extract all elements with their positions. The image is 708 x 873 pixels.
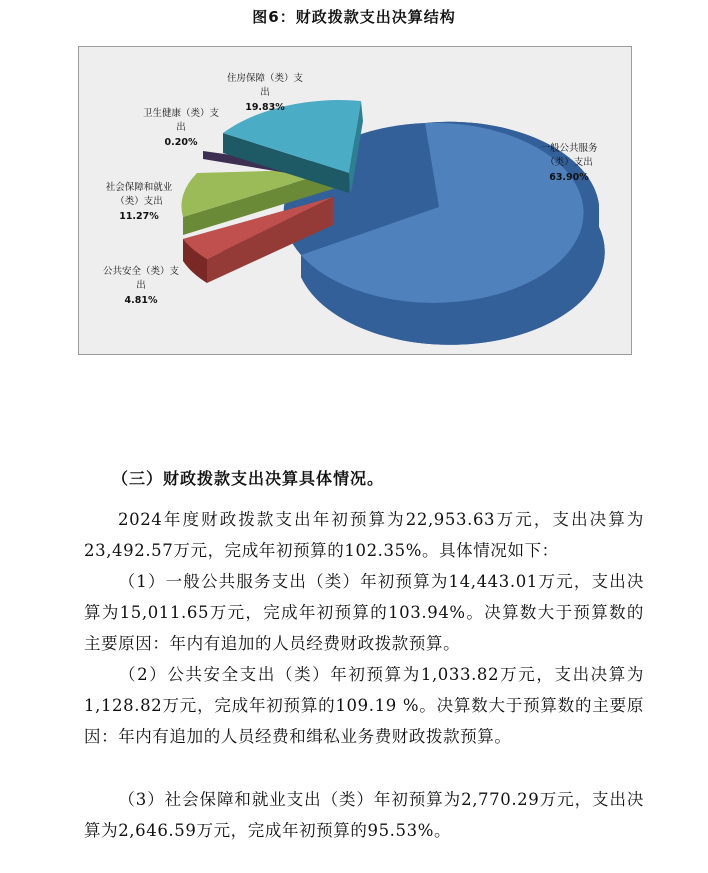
label-housing-line1: 住房保障（类）支 (226, 73, 304, 84)
paragraph-summary (84, 504, 644, 566)
label-security-line1: 公共安全（类）支 (102, 266, 180, 277)
figure-title: 图6：财政拨款支出决算结构 (252, 8, 456, 26)
paragraph-summary-text: 2024年度财政拨款支出年初预算为22,953.63万元，支出决算为23,492.57万元，完成年初预算的102.35%。具体情况如下： (84, 510, 644, 560)
label-housing-pct: 19.83% (245, 102, 285, 113)
label-security-line2: 出 (136, 280, 146, 291)
pie-chart (78, 46, 632, 355)
label-housing-line2: 出 (260, 87, 270, 98)
label-general-pct: 63.90% (549, 172, 589, 183)
paragraph-social-security-text: （3）社会保障和就业支出（类）年初预算为2,770.29万元，支出决算为2,646.59万元，完成年初预算的95.53%。 (84, 790, 644, 840)
label-general-line1: 一般公共服务 (540, 143, 598, 154)
section-heading: （三）财政拨款支出决算具体情况。 (112, 469, 385, 488)
label-social-line1: 社会保障和就业 (105, 182, 173, 193)
paragraph-public-security-text: （2）公共安全支出（类）年初预算为1,033.82万元，支出决算为1,128.82万元，完成年初预算的109.19 %。决算数大于预算数的主要原因：年内有追加的人员经费和缉私业务费财政拨款预算。 (84, 665, 644, 746)
label-security-pct: 4.81% (124, 295, 158, 306)
label-health-pct: 0.20% (164, 137, 198, 148)
paragraph-public-security (84, 659, 644, 752)
label-social-pct: 11.27% (119, 211, 159, 222)
label-health-line1: 卫生健康（类）支 (142, 108, 220, 119)
label-general-line2: （类）支出 (545, 157, 593, 168)
label-social-line2: （类）支出 (115, 196, 163, 207)
paragraph-general-services-text: （1）一般公共服务支出（类）年初预算为14,443.01万元，支出决算为15,011.65万元，完成年初预算的103.94%。决算数大于预算数的主要原因：年内有追加的人员经费财政拨款预算。 (84, 572, 644, 653)
label-health-line2: 出 (176, 122, 186, 133)
pie-chart-svg (79, 47, 631, 354)
paragraph-social-security (84, 784, 644, 846)
paragraph-general-services (84, 566, 644, 659)
